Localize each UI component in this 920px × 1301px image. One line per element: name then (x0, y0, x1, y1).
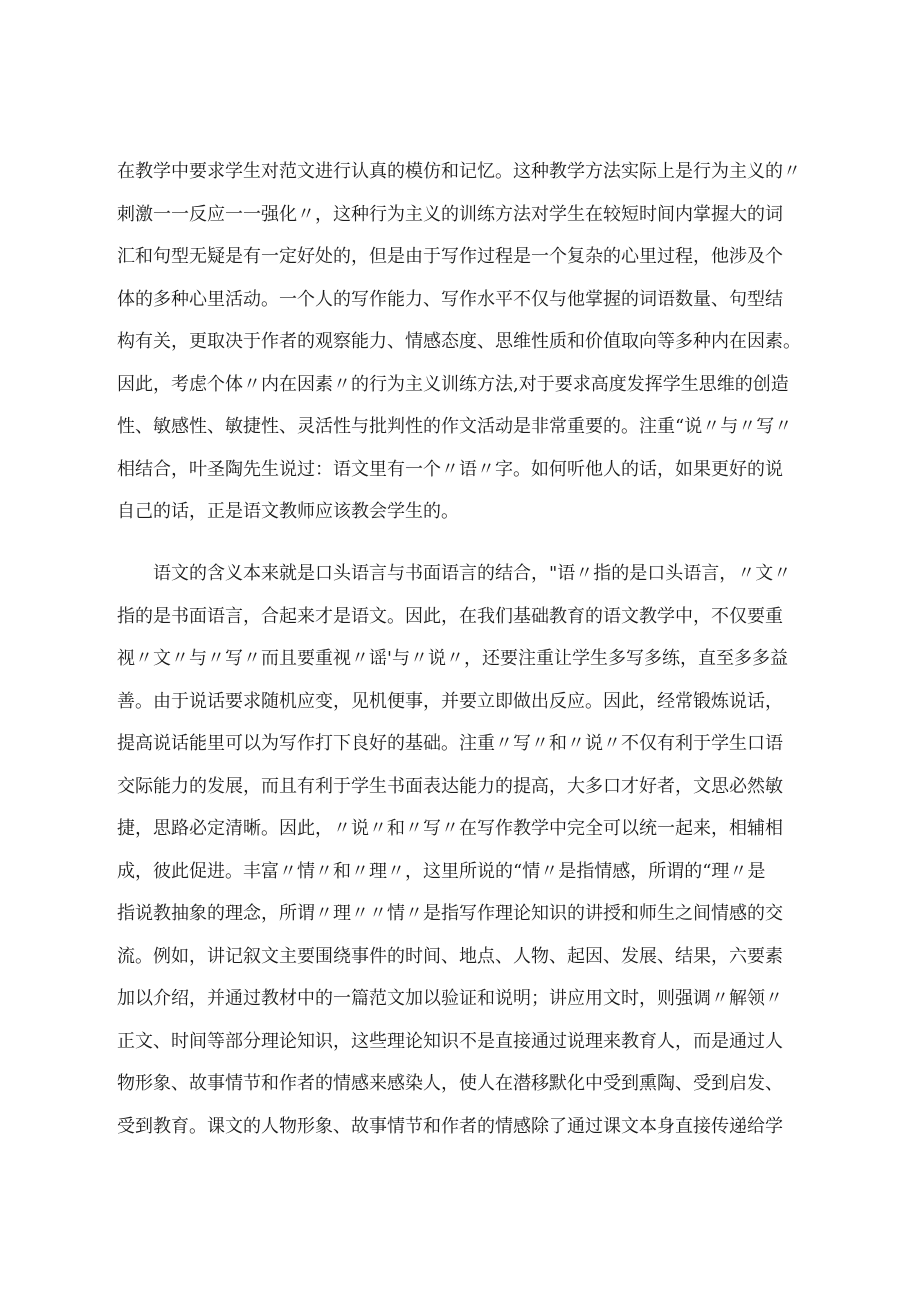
paragraph-line: 相结合，叶圣陶先生说过：语文里有一个〃语〃字。如何听他人的话，如果更好的说 (117, 458, 783, 480)
paragraph-line: 在教学中要求学生对范文进行认真的模仿和记忆。这种教学方法实际上是行为主义的〃 (117, 161, 801, 182)
paragraph-line: 因此，考虑个体〃内在因素〃的行为主义训练方法,对于要求高度发挥学生思维的创造 (117, 373, 789, 395)
paragraph-line: 汇和句型无疑是有一定好处的，但是由于写作过程是一个复杂的心里过程，他涉及个 (117, 246, 783, 267)
paragraph-line: 体的多种心里活动。一个人的写作能力、写作水平不仅与他掌握的词语数量、句型结 (117, 288, 783, 310)
paragraph-line: 正文、时间等部分理论知识，这些理论知识不是直接通过说理来教育人，而是通过人 (117, 1030, 783, 1052)
paragraph-line: 成，彼此促进。丰富〃情〃和〃理〃，这里所说的“情〃是指情感，所谓的“理〃是 (117, 860, 766, 882)
paragraph-line: 受到教育。课文的人物形象、故事情节和作者的情感除了通过课文本身直接传递给学 (117, 1115, 783, 1137)
paragraph-line: 自己的话，正是语文教师应该教会学生的。 (117, 501, 459, 522)
paragraph-2 (117, 553, 807, 1148)
paragraph-line: 性、敏感性、敏捷性、灵活性与批判性的作文活动是非常重要的。注重“说〃与〃写〃 (117, 416, 793, 437)
paragraph-line: 捷，思路必定清晰。因此，〃说〃和〃写〃在写作教学中完全可以统一起来，相辅相 (117, 818, 783, 839)
paragraph-line: 刺激一一反应一一强化〃，这种行为主义的训练方法对学生在较短时间内掌握大的词 (117, 203, 783, 225)
paragraph-line: 指的是书面语言，合起来才是语文。因此，在我们基础教育的语文教学中，不仅要重 (117, 605, 783, 627)
paragraph-line: 物形象、故事情节和作者的情感来感染人，使人在潜移默化中受到熏陶、受到启发、 (117, 1073, 783, 1094)
paragraph-1 (117, 151, 807, 534)
paragraph-line: 提高说话能里可以为写作打下良好的基础。注重〃写〃和〃说〃不仅有利于学生口语 (117, 733, 783, 754)
paragraph-line: 流。例如，讲记叙文主要围绕事件的时间、地点、人物、起因、发展、结果，六要素 (117, 945, 783, 967)
paragraph-line: 构有关，更取决于作者的观察能力、情感态度、思维性质和价值取向等多种内在因素。 (117, 331, 801, 352)
paragraph-line: 指说教抽象的理念，所谓〃理〃〃情〃是指写作理论知识的讲授和师生之间情感的交 (117, 903, 783, 924)
paragraph-line: 善。由于说话要求随机应变，见机便事，并要立即做出反应。因此，经常锻炼说话， (117, 690, 783, 712)
paragraph-line: 交际能力的发展，而且有利于学生书面表达能力的提高，大多口才好者，文思必然敏 (117, 775, 783, 797)
paragraph-line: 语文的含义本来就是口头语言与书面语言的结合，"语〃指的是口头语言，〃文〃 (153, 563, 792, 584)
paragraph-line: 加以介绍，并通过教材中的一篇范文加以验证和说明；讲应用文时，则强调〃解领〃 (117, 988, 783, 1009)
paragraph-line: 视〃文〃与〃写〃而且要重视〃谣'与〃说〃，还要注重让学生多写多练，直至多多益 (117, 648, 788, 669)
